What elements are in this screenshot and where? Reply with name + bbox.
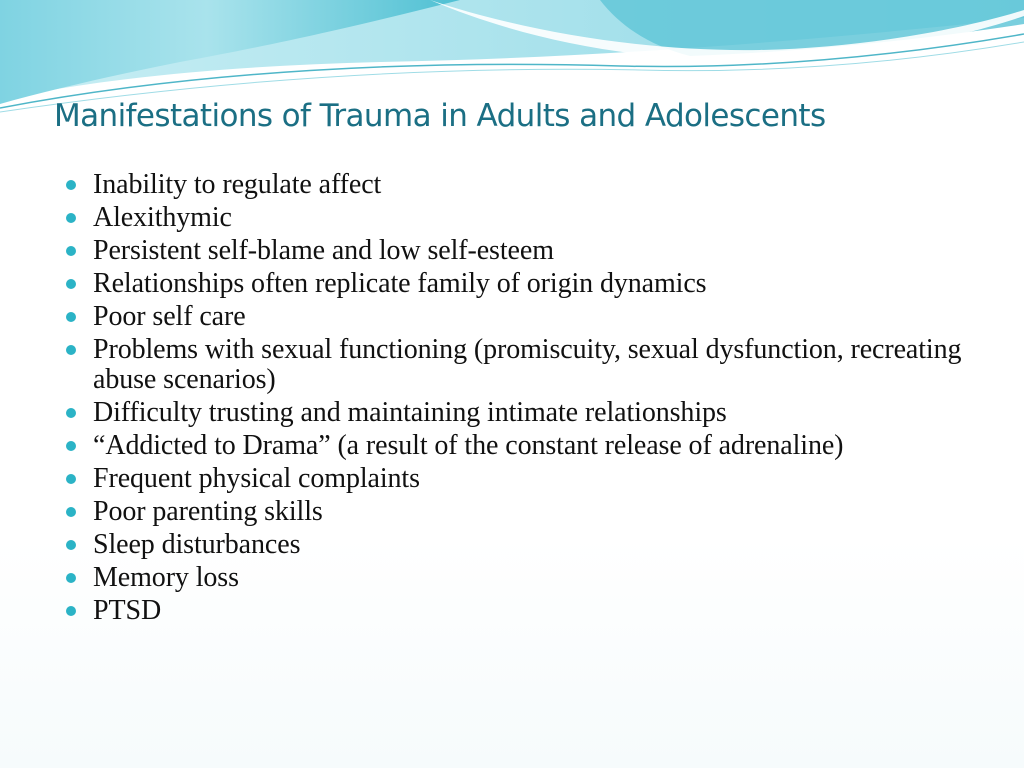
bullet-text: Poor parenting skills: [93, 496, 323, 527]
bullet-list: [66, 170, 966, 629]
bullet-icon: [66, 606, 76, 616]
bullet-icon: [66, 279, 76, 289]
list-item: [66, 596, 966, 626]
bullet-text: Problems with sexual functioning (promiscuity, sexual dysfunction, recreating abuse scenarios): [93, 334, 962, 395]
list-item: [66, 398, 966, 428]
list-item: [66, 464, 966, 494]
bullet-text: Relationships often replicate family of origin dynamics: [93, 268, 707, 299]
bullet-icon: [66, 573, 76, 583]
bullet-icon: [66, 441, 76, 451]
list-item: [66, 203, 966, 233]
bullet-text: Inability to regulate affect: [93, 169, 382, 200]
bullet-text: Poor self care: [93, 301, 246, 332]
list-item: [66, 269, 966, 299]
bullet-text: Memory loss: [93, 562, 239, 593]
bullet-icon: [66, 246, 76, 256]
bullet-text: Persistent self-blame and low self-esteem: [93, 235, 554, 266]
list-item: [66, 170, 966, 200]
bullet-text: “Addicted to Drama” (a result of the constant release of adrenaline): [93, 430, 844, 461]
bullet-text: Alexithymic: [93, 202, 232, 233]
list-item: [66, 563, 966, 593]
bullet-icon: [66, 312, 76, 322]
bullet-icon: [66, 540, 76, 550]
bullet-icon: [66, 507, 76, 517]
bullet-icon: [66, 213, 76, 223]
list-item: [66, 302, 966, 332]
bullet-text: Sleep disturbances: [93, 529, 301, 560]
bullet-icon: [66, 474, 76, 484]
list-item: [66, 530, 966, 560]
list-item: [66, 431, 966, 461]
list-item: [66, 236, 966, 266]
bullet-icon: [66, 180, 76, 190]
bullet-text: Difficulty trusting and maintaining intimate relationships: [93, 397, 727, 428]
bullet-text: PTSD: [93, 595, 162, 626]
bullet-text: Frequent physical complaints: [93, 463, 420, 494]
list-item: [66, 497, 966, 527]
list-item: [66, 335, 966, 395]
bullet-icon: [66, 408, 76, 418]
slide-title: Manifestations of Trauma in Adults and Adolescents: [54, 98, 826, 134]
bullet-icon: [66, 345, 76, 355]
